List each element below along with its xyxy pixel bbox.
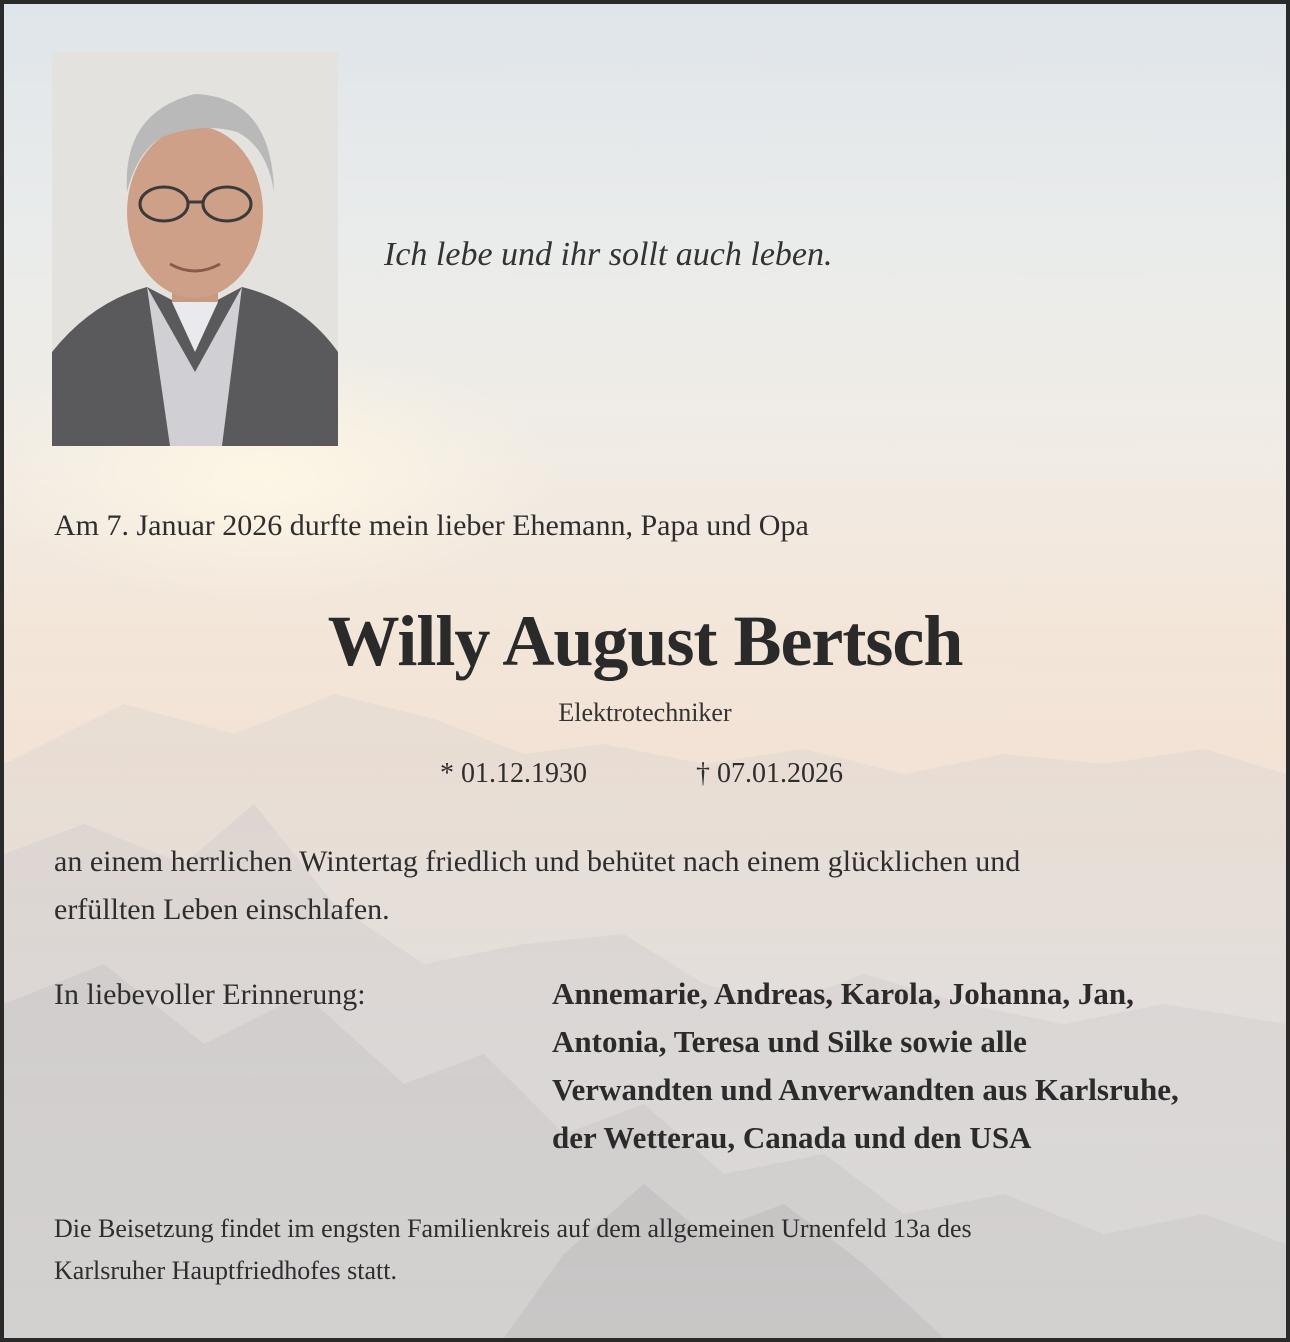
family-line: Annemarie, Andreas, Karola, Johanna, Jan, [552,976,1134,1011]
family-line: Antonia, Teresa und Silke sowie alle [552,1024,1027,1059]
burial-line: Karlsruher Hauptfriedhofes statt. [54,1256,397,1285]
family-line: der Wetterau, Canada und den USA [552,1120,1032,1155]
intro-text: Am 7. Januar 2026 durfte mein lieber Ehemann, Papa und Opa [54,509,809,542]
birth-date: * 01.12.1930 [440,758,587,789]
body-line: erfüllten Leben einschlafen. [54,893,390,926]
body-line: an einem herrlichen Wintertag friedlich und behütet nach einem glücklichen und [54,845,1021,878]
memory-label: In liebevoller Erinnerung: [54,978,366,1011]
portrait-photo [52,52,338,446]
portrait-illustration [52,52,338,446]
burial-line: Die Beisetzung findet im engsten Familienkreis auf dem allgemeinen Urnenfeld 13a des [54,1214,972,1243]
burial-notice [54,1208,1214,1292]
motto-quote: Ich lebe und ihr sollt auch leben. [384,236,833,273]
death-date: † 07.01.2026 [696,758,843,789]
body-text [54,838,1214,934]
deceased-name: Willy August Bertsch [327,601,963,681]
profession: Elektrotechniker [558,698,732,727]
family-list [552,970,1272,1162]
family-line: Verwandten und Anverwandten aus Karlsruhe, [552,1072,1179,1107]
